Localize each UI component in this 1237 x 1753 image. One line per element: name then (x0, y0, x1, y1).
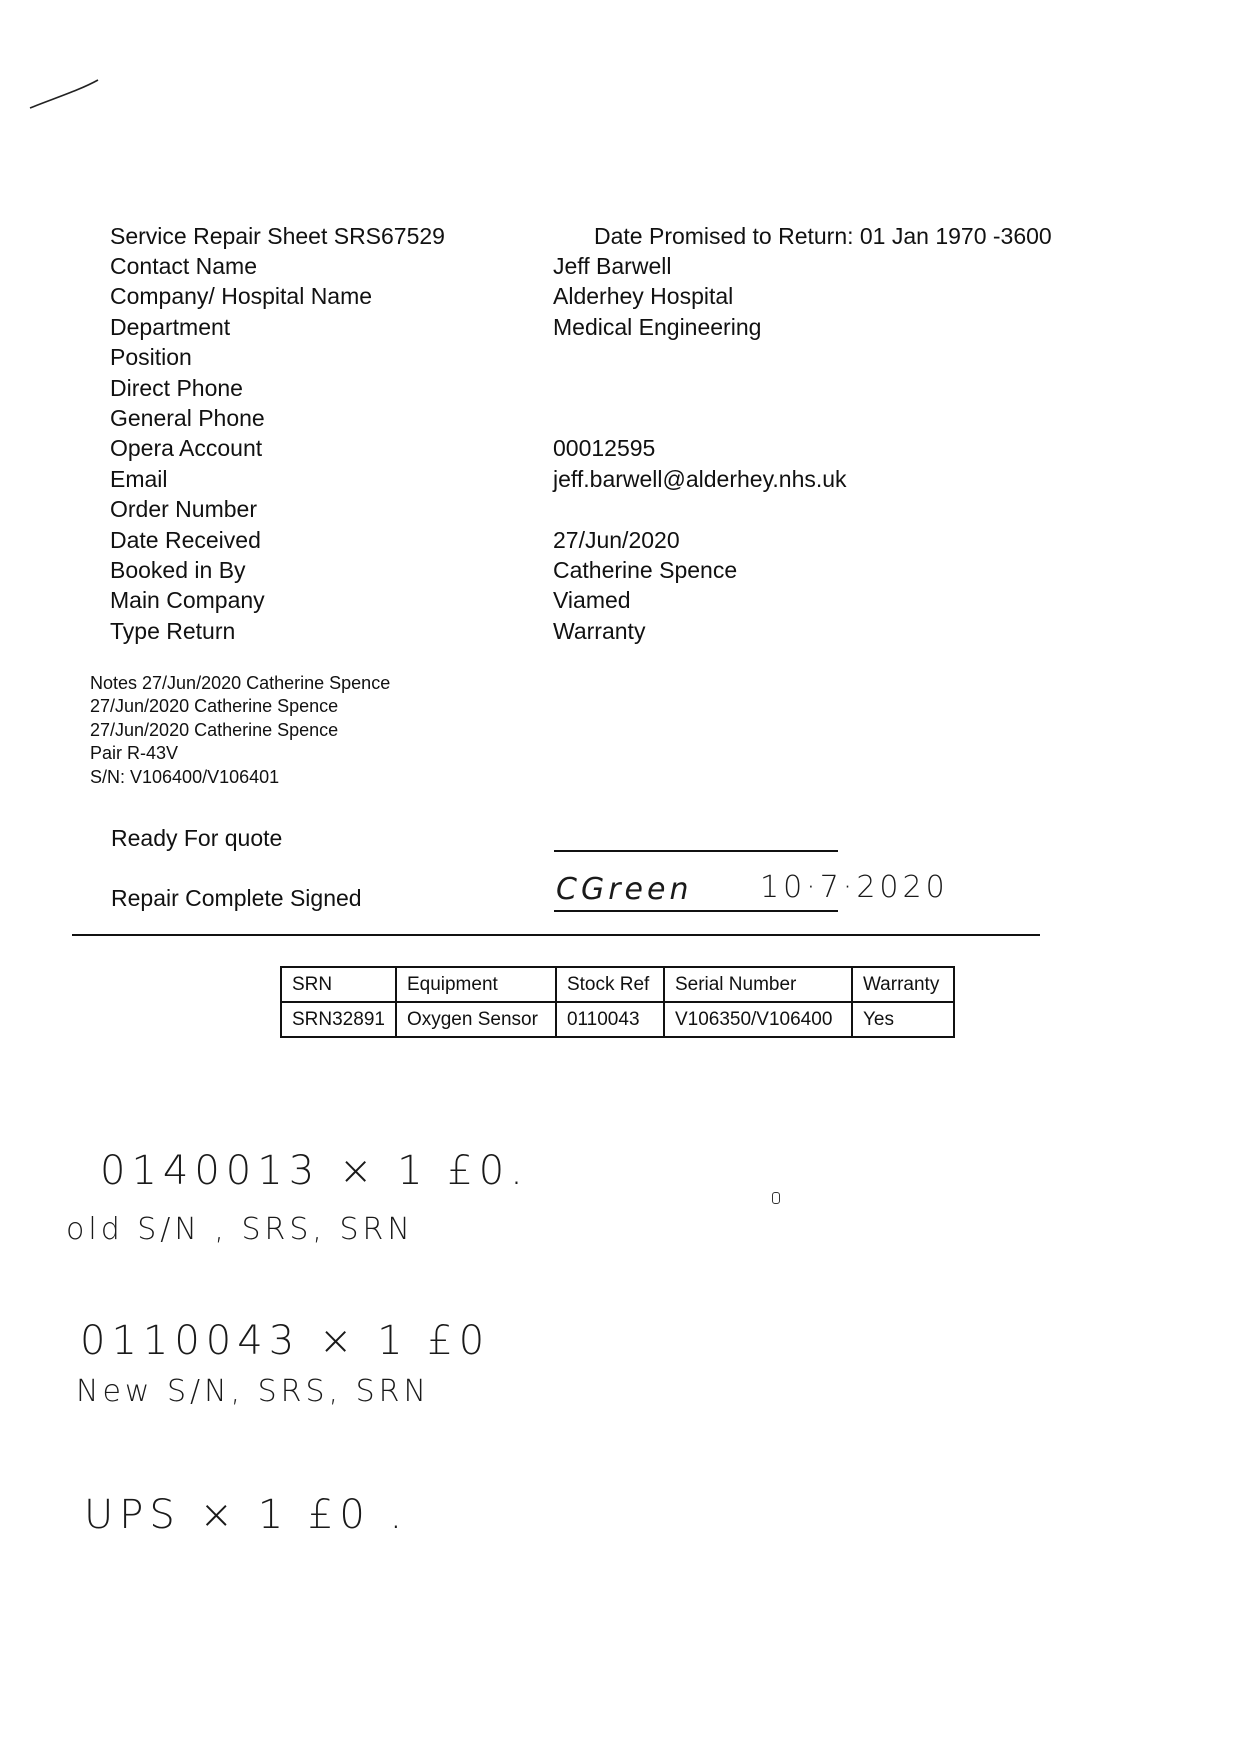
field-value: Warranty (553, 618, 646, 644)
handwritten-line: 0140013 × 1 £0. (100, 1148, 529, 1194)
notes-line: S/N: V106400/V106401 (90, 766, 280, 787)
stray-mark (772, 1192, 780, 1204)
table-header-row (281, 967, 954, 1002)
field-label: Direct Phone (110, 375, 243, 401)
handwritten-line: 0110043 × 1 £0 (80, 1318, 491, 1364)
field-label: Order Number (110, 496, 257, 522)
field-value: Medical Engineering (553, 314, 762, 340)
notes-block (90, 672, 390, 789)
field-value: 00012595 (553, 435, 656, 461)
table-row (281, 1002, 954, 1037)
field-label: General Phone (110, 405, 265, 431)
field-label: Email (110, 466, 168, 492)
section-divider (72, 934, 1040, 936)
column-header: Serial Number (664, 967, 852, 1002)
column-header: Warranty (852, 967, 954, 1002)
table-cell: V106350/V106400 (664, 1002, 852, 1037)
field-value: 27/Jun/2020 (553, 527, 680, 553)
pen-mark (20, 70, 110, 120)
table-cell: SRN32891 (281, 1002, 396, 1037)
handwritten-signature: CGreen (556, 872, 693, 907)
notes-line: 27/Jun/2020 Catherine Spence (90, 719, 339, 740)
table-cell: Yes (852, 1002, 954, 1037)
column-header: Stock Ref (556, 967, 664, 1002)
field-label: Position (110, 344, 192, 370)
field-label: Company/ Hospital Name (110, 283, 373, 309)
field-value: Viamed (553, 587, 631, 613)
field-label: Type Return (110, 618, 236, 644)
handwritten-signature-date: 10·7·2020 (760, 870, 949, 905)
ready-signature-line (554, 850, 838, 852)
field-label: Opera Account (110, 435, 263, 461)
column-header: SRN (281, 967, 396, 1002)
field-label: Contact Name (110, 253, 258, 279)
field-value: Jeff Barwell (553, 253, 672, 279)
handwritten-line: UPS × 1 £0 . (84, 1492, 409, 1538)
field-label: Main Company (110, 587, 265, 613)
handwritten-line: New S/N, SRS, SRN (76, 1374, 430, 1409)
equipment-table (280, 966, 955, 1038)
table-cell: Oxygen Sensor (396, 1002, 556, 1037)
column-header: Equipment (396, 967, 556, 1002)
handwritten-line: old S/N , SRS, SRN (66, 1212, 414, 1247)
repair-complete-label: Repair Complete Signed (111, 885, 362, 911)
date-promised: Date Promised to Return: 01 Jan 1970 -3600 (594, 223, 1052, 249)
table-cell: 0110043 (556, 1002, 664, 1037)
notes-line: Pair R-43V (90, 743, 179, 764)
field-label: Booked in By (110, 557, 246, 583)
field-value: jeff.barwell@alderhey.nhs.uk (553, 466, 847, 492)
field-label: Date Received (110, 527, 261, 553)
notes-line: Notes 27/Jun/2020 Catherine Spence (90, 673, 391, 693)
ready-for-quote-label: Ready For quote (111, 825, 283, 851)
field-label: Department (110, 314, 231, 340)
field-value: Alderhey Hospital (553, 283, 734, 309)
field-value: Catherine Spence (553, 557, 738, 583)
notes-line: 27/Jun/2020 Catherine Spence (90, 696, 339, 717)
sheet-title: Service Repair Sheet SRS67529 (110, 223, 445, 249)
repair-signature-line (554, 910, 838, 912)
